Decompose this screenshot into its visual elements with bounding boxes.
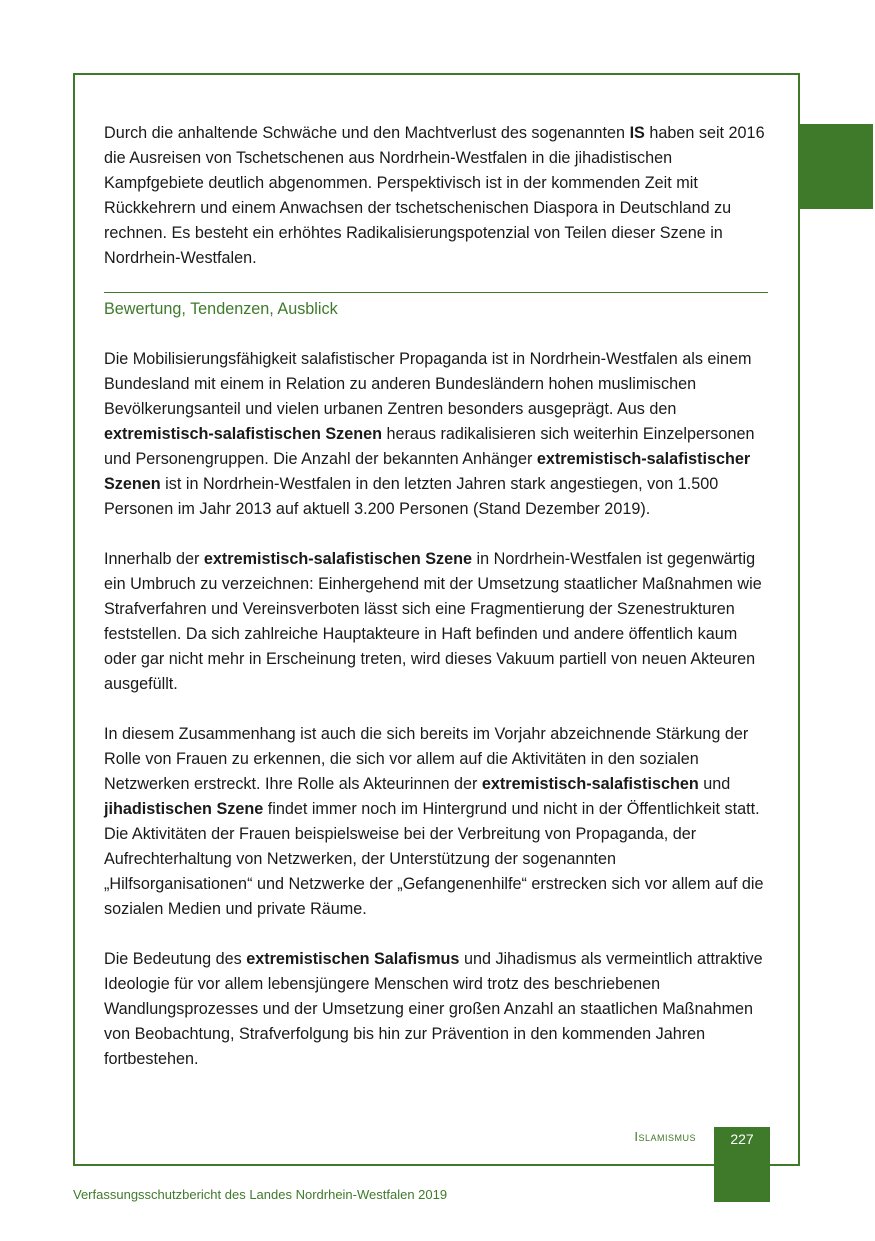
- para2-text-2: in Nordrhein-Westfalen ist gegenwärtig ein Umbruch zu verzeichnen: Einhergehend mit der Umsetzung staatlicher Maßnahmen wie Strafverfahren und Vereinsverboten lässt sich eine Fragmentierung der Szenestrukturen feststellen. Da sich zahlreiche Hauptakteure in Haft befinden und andere öffentlich kaum oder gar nicht mehr in Erscheinung treten, wird dieses Vakuum partiell von neuen Akteuren ausgefüllt.: [104, 550, 762, 693]
- para1-text-3: ist in Nordrhein-Westfalen in den letzten Jahren stark angestiegen, von 1.500 Personen im Jahr 2013 auf aktuell 3.200 Personen (Stand Dezember 2019).: [104, 475, 719, 518]
- page-number: 227: [730, 1131, 754, 1147]
- para3-text-2: und: [698, 775, 731, 793]
- intro-text-1: Durch die anhaltende Schwäche und den Machtverlust des sogenannten: [104, 124, 630, 142]
- intro-text-2: haben seit 2016 die Ausreisen von Tschetschenen aus Nordrhein-Westfalen in die jihadistischen Kampfgebiete deutlich abgenommen. Perspektivisch ist in der kommenden Zeit mit Rückkehrern und einem Anwachsen der tschetschenischen Diaspora in Deutschland zu rechnen. Es besteht ein erhöhtes Radikalisierungspotenzial von Teilen dieser Szene in Nordrhein-Westfalen.: [104, 124, 765, 267]
- para3-bold-2: jihadistischen Szene: [104, 800, 264, 818]
- para3-text-1: In diesem Zusammenhang ist auch die sich bereits im Vorjahr abzeichnende Stärkung der Rolle von Frauen zu erkennen, die sich vor allem auf die Aktivitäten in den sozialen Netzwerken erstreckt. Ihre Rolle als Akteurinnen der: [104, 725, 749, 793]
- para2-text-1: Innerhalb der: [104, 550, 204, 568]
- section-divider: [104, 292, 768, 293]
- para3-bold-1: extremistisch-salafistischen: [481, 775, 699, 793]
- para2-bold-1: extremistisch-salafistischen Szene: [203, 550, 473, 568]
- chapter-tab-marker: [800, 124, 873, 209]
- para4-text-2: und Jihadismus als vermeintlich attraktive Ideologie für vor allem lebensjüngere Menschen wird trotz des beschriebenen Wandlungsprozesses und der Umsetzung einer großen Anzahl an staatlichen Maßnahmen von Beobachtung, Strafverfolgung bis hin zur Prävention in den kommenden Jahren fortbestehen.: [104, 950, 763, 1068]
- para4-text-1: Die Bedeutung des: [104, 950, 247, 968]
- para1-bold-2: extremistisch-salafistischer Szenen: [104, 450, 751, 493]
- para1-bold-1: extremistisch-salafistischen Szenen: [104, 425, 383, 443]
- para3-text-3: findet immer noch im Hintergrund und nicht in der Öffentlichkeit statt. Die Aktivitäten der Frauen beispielsweise bei der Verbreitung von Propaganda, der Aufrechterhaltung von Netzwerken, der Unterstützung der sogenannten „Hilfsorganisationen“ und Netzwerke der „Gefangenenhilfe“ erstrecken sich vor allem auf die sozialen Medien und private Räume.: [104, 800, 764, 918]
- paragraph-bedeutung: [104, 947, 768, 1072]
- intro-bold-1: IS: [629, 124, 645, 142]
- para1-text-2: heraus radikalisieren sich weiterhin Einzelpersonen und Personengruppen. Die Anzahl der bekannten Anhänger: [104, 425, 755, 468]
- running-section-label: Islamismus: [634, 1129, 696, 1144]
- paragraph-umbruch: [104, 547, 768, 697]
- section-heading: Bewertung, Tendenzen, Ausblick: [104, 300, 338, 318]
- intro-paragraph: [104, 121, 768, 271]
- para4-bold-1: extremistischen Salafismus: [246, 950, 460, 968]
- main-content: [104, 121, 768, 1072]
- publication-footer: Verfassungsschutzbericht des Landes Nordrhein-Westfalen 2019: [73, 1187, 448, 1202]
- paragraph-frauen: [104, 722, 768, 922]
- para1-text-1: Die Mobilisierungsfähigkeit salafistischer Propaganda ist in Nordrhein-Westfalen als einem Bundesland mit einem in Relation zu anderen Bundesländern hohen muslimischen Bevölkerungsanteil und vielen urbanen Zentren besonders ausgeprägt. Aus den: [104, 350, 752, 418]
- paragraph-mobilisierung: [104, 347, 768, 522]
